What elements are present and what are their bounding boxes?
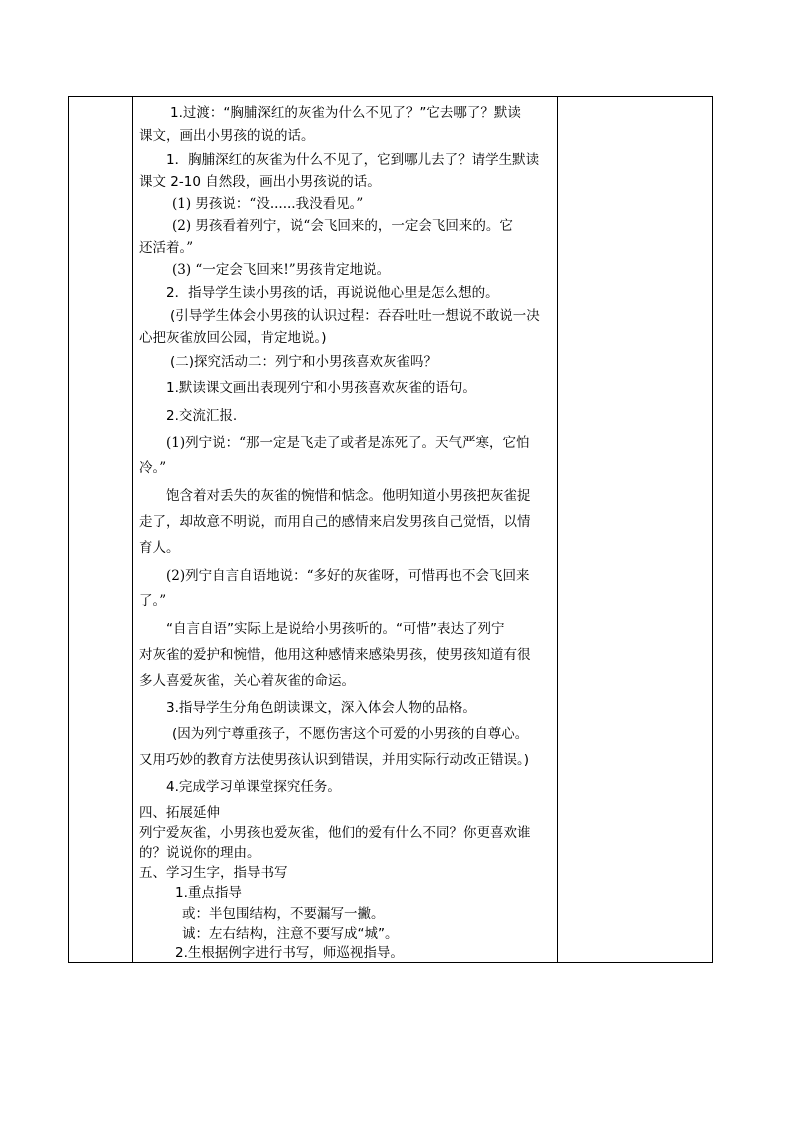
text-line: (二)探究活动二：列宁和小男孩喜欢灰雀吗？ [170,354,438,370]
text-line: 多人喜爱灰雀，关心着灰雀的命运。 [139,673,355,689]
text-line: 2．指导学生读小男孩的话，再说说他心里是怎么想的。 [166,285,499,301]
section-heading: 四、拓展延伸 [139,805,220,821]
text-line: (引导学生体会小男孩的认识过程：吞吞吐吐一想说不敢说一决 [170,308,540,324]
text-line: 的？说说你的理由。 [139,845,261,861]
text-line: (1)列宁说：“那一定是飞走了或者是冻死了。天气严寒，它怕 [166,435,530,451]
text-line: 2.生根据例字进行书写，师巡视指导。 [175,945,404,961]
text-line: 育人。 [139,540,180,556]
text-line: 又用巧妙的教育方法使男孩认识到错误，并用实际行动改正错误。) [139,752,530,768]
text-line: “自言自语”实际上是说给小男孩听的。“可惜”表达了列宁 [166,621,505,637]
column-divider [132,97,133,962]
text-line: (3) “一定会飞回来!”男孩肯定地说。 [172,262,391,278]
text-line: 走了，却故意不明说，而用自己的感情来启发男孩自己觉悟，以情 [139,514,531,530]
lesson-table [68,96,713,963]
lesson-content [134,97,558,962]
text-line: 1．胸脯深红的灰雀为什么不见了，它到哪儿去了？请学生默读 [166,152,540,168]
text-line: (因为列宁尊重孩子，不愿伤害这个可爱的小男孩的自尊心。 [172,726,529,742]
text-line: 冷。” [139,460,167,476]
text-line: 饱含着对丢失的灰雀的惋惜和惦念。他明知道小男孩把灰雀捉 [166,488,531,504]
text-line: 还活着。” [139,240,194,256]
text-line: 对灰雀的爱护和惋惜，他用这种感情来感染男孩，使男孩知道有很 [139,647,531,663]
text-line: 2.交流汇报. [166,408,238,424]
text-line: 1.默读课文画出表现列宁和小男孩喜欢灰雀的语句。 [166,380,476,396]
text-line: 列宁爱灰雀，小男孩也爱灰雀，他们的爱有什么不同？你更喜欢谁 [139,825,531,841]
text-line: 或：半包围结构，不要漏写一撇。 [182,906,385,922]
text-line: 了。” [139,593,167,609]
text-line: 课文 2-10 自然段，画出小男孩说的话。 [139,174,381,190]
text-line: 1.过渡：“胸脯深红的灰雀为什么不见了？”它去哪了？默读 [170,105,521,121]
text-line: (1) 男孩说：“没......我没看见。” [172,196,364,212]
text-line: 心把灰雀放回公园，肯定地说。) [139,330,327,346]
text-line: 诚：左右结构，注意不要写成“城”。 [182,926,399,942]
text-line: 3.指导学生分角色朗读课文，深入体会人物的品格。 [166,700,476,716]
text-line: (2)列宁自言自语地说：“多好的灰雀呀，可惜再也不会飞回来 [166,568,530,584]
section-heading: 五、学习生字，指导书写 [139,865,288,881]
text-line: (2) 男孩看着列宁，说“会飞回来的，一定会飞回来的。它 [172,218,513,234]
text-line: 4.完成学习单课堂探究任务。 [166,779,341,795]
text-line: 1.重点指导 [175,885,242,901]
text-line: 课文，画出小男孩的说的话。 [139,128,315,144]
